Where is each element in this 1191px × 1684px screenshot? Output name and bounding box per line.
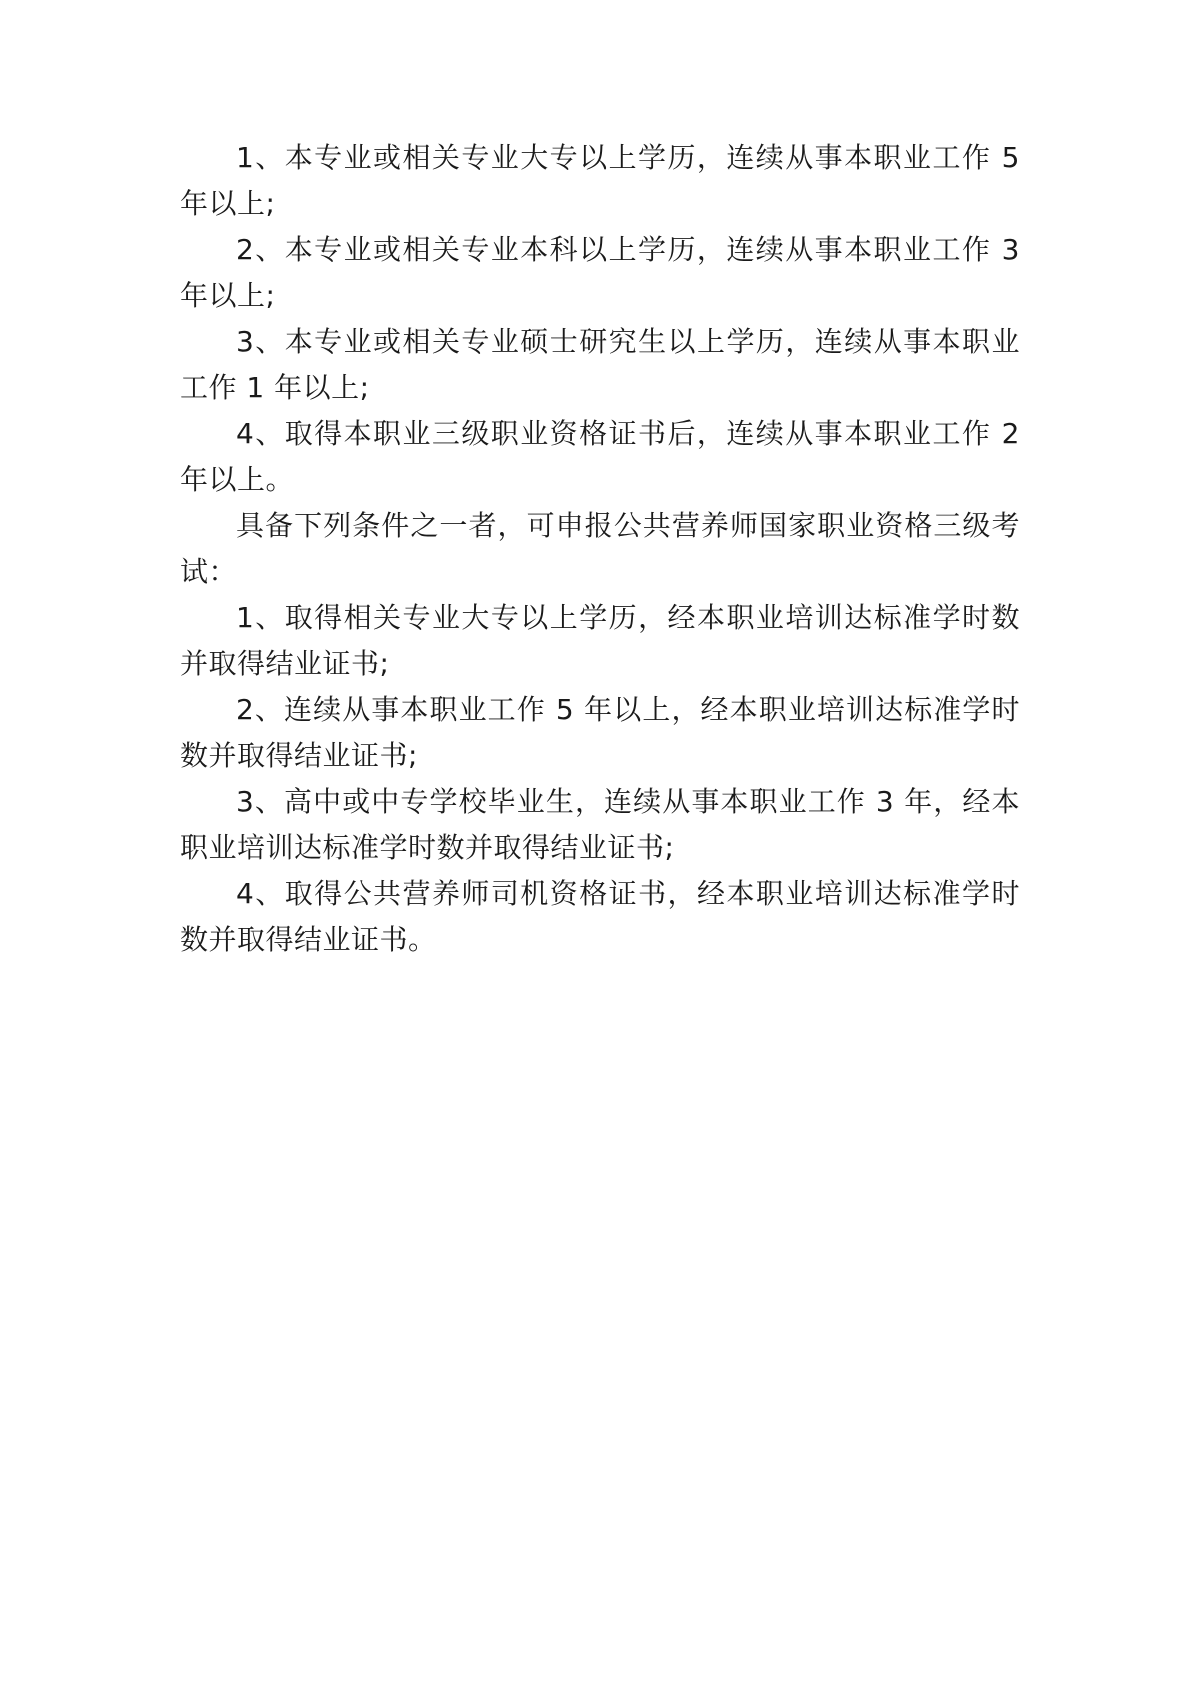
section-heading-paragraph: 具备下列条件之一者，可申报公共营养师国家职业资格三级考试： [180,509,1020,588]
paragraph-3: 3、本专业或相关专业硕士研究生以上学历，连续从事本职业工作 1 年以上; [180,325,1020,404]
paragraph-4: 4、取得本职业三级职业资格证书后，连续从事本职业工作 2 年以上。 [180,417,1020,496]
paragraph-7: 2、连续从事本职业工作 5 年以上，经本职业培训达标准学时数并取得结业证书; [180,693,1020,772]
paragraph-6: 1、取得相关专业大专以上学历，经本职业培训达标准学时数并取得结业证书; [180,601,1020,680]
document-body [180,135,1020,963]
paragraph-8: 3、高中或中专学校毕业生，连续从事本职业工作 3 年，经本职业培训达标准学时数并取得结业证书; [180,785,1020,864]
paragraph-2: 2、本专业或相关专业本科以上学历，连续从事本职业工作 3 年以上; [180,233,1020,312]
paragraph-9: 4、取得公共营养师司机资格证书，经本职业培训达标准学时数并取得结业证书。 [180,877,1020,956]
paragraph-1: 1、本专业或相关专业大专以上学历，连续从事本职业工作 5 年以上; [180,141,1020,220]
